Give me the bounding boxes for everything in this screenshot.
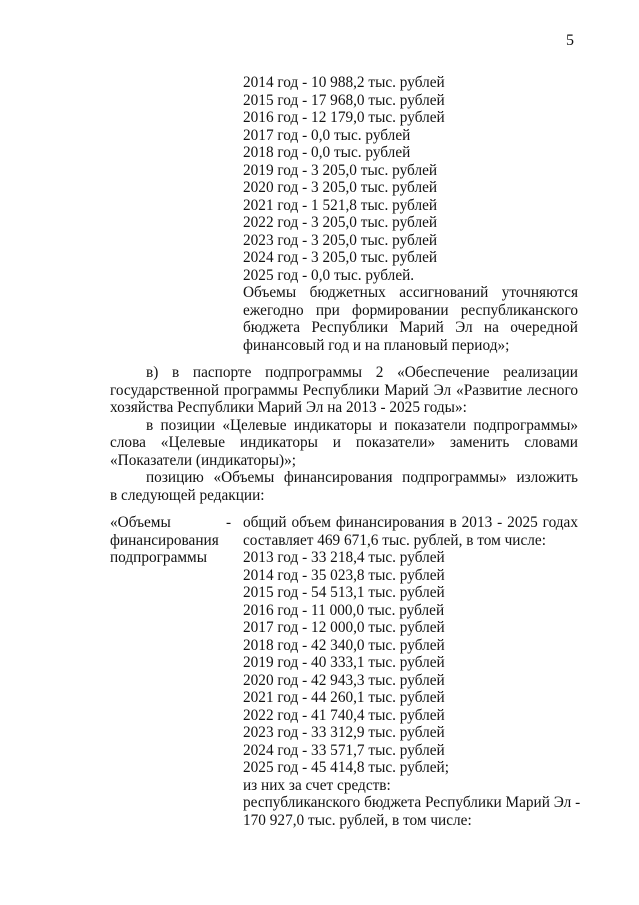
list-item: 2017 год - 0,0 тыс. рублей (243, 126, 411, 144)
left-label: «Объемы (110, 514, 171, 531)
list-item: 2020 год - 42 943,3 тыс. рублей (243, 671, 445, 689)
list-item: 2024 год - 3 205,0 тыс. рублей (243, 249, 438, 266)
paragraph-line: хозяйства Республики Марий Эл на 2013 - 2025 годы»: (110, 399, 467, 416)
intro-line: составляет 469 671,6 тыс. рублей, в том числе: (243, 531, 546, 549)
list-item: 2018 год - 0,0 тыс. рублей (243, 144, 411, 161)
note-line: бюджета Республики Марий Эл на очередной (243, 319, 578, 336)
list-item: 2021 год - 44 260,1 тыс. рублей (243, 689, 445, 706)
list-item: 2014 год - 35 023,8 тыс. рублей (243, 566, 445, 584)
list-item: 2015 год - 54 513,1 тыс. рублей (243, 584, 445, 601)
dash-separator: - (226, 514, 232, 531)
list-item: 2015 год - 17 968,0 тыс. рублей (243, 91, 445, 109)
tail-line: республиканского бюджета Республики Марий Эл - (243, 794, 581, 811)
list-item: 2019 год - 40 333,1 тыс. рублей (243, 654, 445, 671)
paragraph-line: позицию «Объемы финансирования подпрограммы» изложить (146, 469, 578, 486)
list-item: 2023 год - 33 312,9 тыс. рублей (243, 724, 445, 741)
list-item: 2013 год - 33 218,4 тыс. рублей (243, 549, 445, 566)
intro-line: общий объем финансирования в 2013 - 2025 годах (243, 514, 578, 531)
paragraph-line: в позиции «Целевые индикаторы и показатели подпрограммы» (146, 416, 578, 434)
left-label: финансирования (110, 531, 219, 549)
paragraph-line: в следующей редакции: (110, 486, 265, 504)
list-item: 2022 год - 41 740,4 тыс. рублей (243, 706, 445, 724)
note-line: Объемы бюджетных ассигнований уточняются (243, 284, 578, 301)
tail-line: из них за счет средств: (243, 776, 391, 794)
list-item: 2018 год - 42 340,0 тыс. рублей (243, 636, 445, 654)
list-item: 2022 год - 3 205,0 тыс. рублей (243, 214, 438, 231)
paragraph-line: государственной программы Республики Марий Эл «Развитие лесного (110, 381, 578, 399)
list-item: 2020 год - 3 205,0 тыс. рублей (243, 179, 438, 196)
list-item: 2019 год - 3 205,0 тыс. рублей (243, 161, 438, 179)
list-item: 2023 год - 3 205,0 тыс. рублей (243, 231, 438, 249)
list-item: 2016 год - 12 179,0 тыс. рублей (243, 109, 445, 126)
list-item: 2025 год - 0,0 тыс. рублей. (243, 266, 415, 284)
left-label: подпрограммы (110, 549, 208, 566)
list-item: 2016 год - 11 000,0 тыс. рублей (243, 601, 445, 619)
list-item: 2017 год - 12 000,0 тыс. рублей (243, 619, 445, 636)
paragraph-line: в) в паспорте подпрограммы 2 «Обеспечение реализации (146, 364, 578, 381)
list-item: 2021 год - 1 521,8 тыс. рублей (243, 196, 438, 214)
note-line: ежегодно при формировании республиканского (243, 301, 578, 319)
list-item: 2025 год - 45 414,8 тыс. рублей; (243, 759, 449, 776)
list-item: 2014 год - 10 988,2 тыс. рублей (243, 74, 445, 91)
tail-line: 170 927,0 тыс. рублей, в том числе: (243, 811, 472, 829)
paragraph-line: «Показатели (индикаторы)»; (110, 451, 296, 469)
note-line: финансовый год и на плановый период»; (243, 336, 510, 354)
page-number: 5 (566, 32, 574, 49)
paragraph-line: слова «Целевые индикаторы и показатели» заменить словами (110, 434, 578, 451)
list-item: 2024 год - 33 571,7 тыс. рублей (243, 741, 445, 759)
